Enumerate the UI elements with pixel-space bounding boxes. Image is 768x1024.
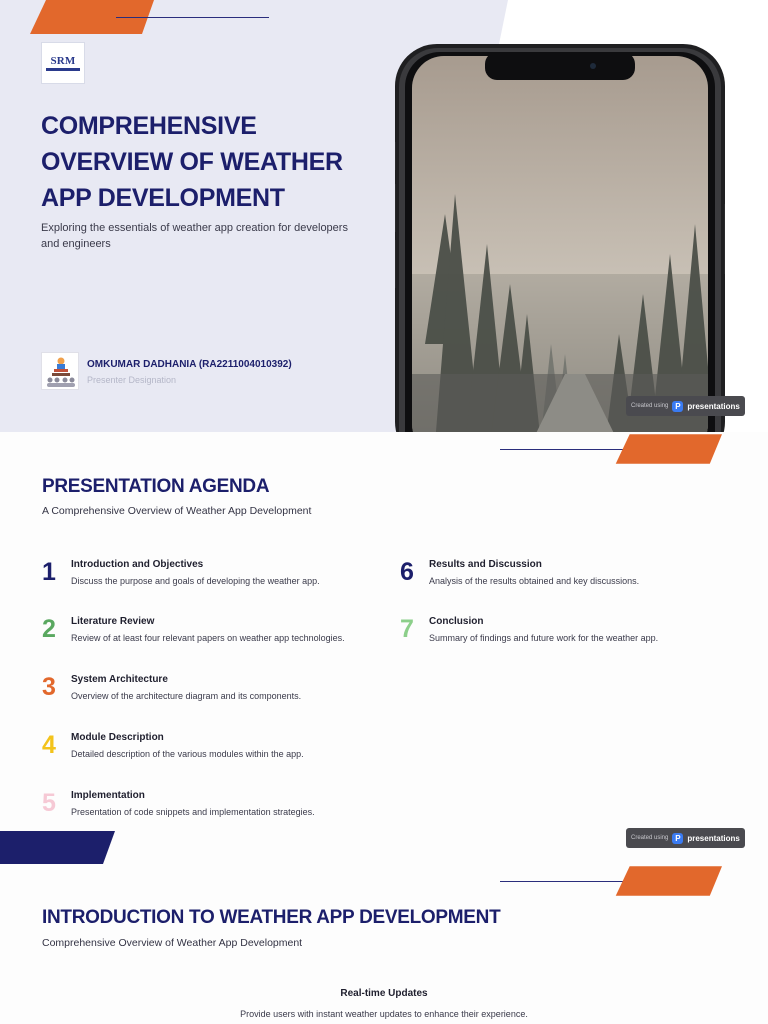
srm-logo: SRM [41,42,85,84]
presenter-avatar [41,352,79,390]
agenda-item-1 [42,557,362,601]
agenda-description: Review of at least four relevant papers on weather app technologies. [71,633,345,643]
agenda-item-4 [42,730,362,774]
orange-accent-tab [614,432,722,466]
presentations-logo-icon: P [672,833,683,844]
agenda-description: Overview of the architecture diagram and its components. [71,691,302,701]
agenda-description: Analysis of the results obtained and key discussions. [429,576,640,586]
phone-mockup [395,44,725,432]
agenda-number: 4 [42,731,56,759]
agenda-number: 2 [42,615,56,643]
slide-subtitle: A Comprehensive Overview of Weather App Development [42,505,312,517]
agenda-item-3 [42,672,362,716]
agenda-number: 1 [42,558,56,586]
agenda-number: 5 [42,789,56,817]
agenda-item-6 [400,557,720,601]
agenda-heading: Module Description [71,732,164,743]
agenda-slide [0,432,768,864]
agenda-description: Discuss the purpose and goals of developing the weather app. [71,576,320,586]
slide-title: INTRODUCTION TO WEATHER APP DEVELOPMENT [42,907,501,928]
agenda-description: Detailed description of the various modules within the app. [71,749,304,759]
agenda-heading: Conclusion [429,616,484,627]
agenda-number: 7 [400,615,414,643]
watermark-badge: Created using P presentations [626,828,745,848]
slide-subtitle: Exploring the essentials of weather app creation for developers and engineers [41,222,348,250]
agenda-description: Presentation of code snippets and implementation strategies. [71,807,315,817]
agenda-item-7 [400,614,720,658]
agenda-heading: Results and Discussion [429,559,542,570]
agenda-description: Summary of findings and future work for the weather app. [429,633,659,643]
presenter-designation: Presenter Designation [87,375,177,385]
accent-line [116,17,269,18]
navy-accent-tab [0,831,115,864]
agenda-heading: Implementation [71,790,145,801]
agenda-item-2 [42,614,362,658]
title-slide [0,0,768,432]
introduction-slide [0,864,768,1024]
agenda-number: 6 [400,558,414,586]
slide-title: PRESENTATION AGENDA [42,476,270,497]
agenda-item-5 [42,788,362,832]
slide-subtitle: Comprehensive Overview of Weather App Development [42,937,303,949]
agenda-heading: System Architecture [71,674,168,685]
feature-description: Provide users with instant weather updates to enhance their experience. [240,1009,528,1019]
presenter-name: OMKUMAR DADHANIA (RA2211004010392) [87,359,292,370]
orange-accent-tab [614,864,722,898]
feature-heading: Real-time Updates [340,988,428,999]
presentations-logo-icon: P [672,401,683,412]
agenda-heading: Literature Review [71,616,155,627]
slide-title: COMPREHENSIVE OVERVIEW OF WEATHER APP DEVELOPMENT [41,112,343,212]
watermark-badge: Created using P presentations [626,396,745,416]
agenda-heading: Introduction and Objectives [71,559,204,570]
agenda-number: 3 [42,673,56,701]
